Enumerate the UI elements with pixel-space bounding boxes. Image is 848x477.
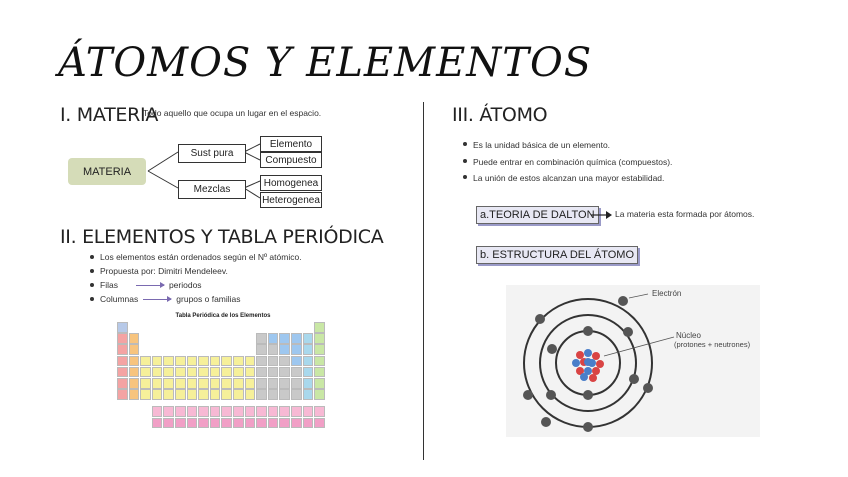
element-cell — [198, 367, 209, 378]
element-cell — [233, 367, 244, 378]
element-cell — [163, 418, 174, 429]
element-cell — [163, 356, 174, 367]
element-cell — [291, 333, 302, 344]
estructura-label: b. ESTRUCTURA DEL ÁTOMO — [476, 246, 638, 264]
element-cell — [233, 406, 244, 417]
element-cell — [256, 378, 267, 389]
element-cell — [210, 418, 221, 429]
element-cell — [140, 367, 151, 378]
element-cell — [256, 389, 267, 400]
element-cell — [198, 389, 209, 400]
element-cell — [233, 378, 244, 389]
element-cell — [129, 389, 140, 400]
nucleo-sub-label: (protones + neutrones) — [674, 340, 751, 349]
nucleo-label: Núcleo — [676, 331, 701, 340]
element-cell — [163, 378, 174, 389]
list-item: Puede entrar en combinación química (compuestos). — [461, 154, 672, 171]
element-cell — [175, 389, 186, 400]
element-cell — [279, 418, 290, 429]
dalton-label: a.TEORIA DE DALTON — [476, 206, 599, 224]
element-cell — [187, 406, 198, 417]
nucleus — [572, 349, 604, 382]
element-cell — [291, 344, 302, 355]
materia-definition: Todo aquello que ocupa un lugar en el espacio. — [143, 108, 322, 118]
element-cell — [129, 333, 140, 344]
element-cell — [140, 378, 151, 389]
element-cell — [303, 389, 314, 400]
element-cell — [175, 406, 186, 417]
element-cell — [175, 378, 186, 389]
element-cell — [245, 367, 256, 378]
element-cell — [187, 418, 198, 429]
atomo-heading: III. ÁTOMO — [452, 104, 548, 126]
element-cell — [221, 389, 232, 400]
element-cell — [117, 333, 128, 344]
element-cell — [129, 378, 140, 389]
element-cell — [129, 344, 140, 355]
element-cell — [198, 418, 209, 429]
filas-value: periodos — [168, 280, 202, 290]
element-cell — [256, 344, 267, 355]
element-cell — [268, 406, 279, 417]
list-item — [88, 292, 302, 306]
materia-root-box: MATERIA — [68, 158, 146, 185]
element-cell — [256, 333, 267, 344]
element-cell — [303, 333, 314, 344]
element-cell — [268, 378, 279, 389]
element-cell — [279, 378, 290, 389]
dalton-text: La materia esta formada por átomos. — [615, 209, 755, 219]
element-cell — [314, 333, 325, 344]
element-cell — [210, 356, 221, 367]
element-cell — [221, 356, 232, 367]
atomo-bullets — [461, 137, 672, 187]
atom-diagram — [506, 285, 760, 437]
element-cell — [198, 378, 209, 389]
mezclas-box: Mezclas — [178, 180, 246, 199]
element-cell — [233, 418, 244, 429]
homogenea-box: Homogenea — [260, 175, 322, 191]
electron-label: Electrón — [652, 289, 682, 298]
element-cell — [221, 406, 232, 417]
heterogenea-box: Heterogenea — [260, 192, 322, 208]
element-cell — [152, 389, 163, 400]
element-cell — [221, 378, 232, 389]
element-cell — [256, 406, 267, 417]
periodic-table-image — [112, 312, 334, 462]
element-cell — [187, 367, 198, 378]
element-cell — [129, 367, 140, 378]
elementos-bullets — [88, 250, 302, 306]
element-cell — [152, 418, 163, 429]
materia-heading: I. MATERIA — [60, 104, 159, 126]
arrow-right-icon — [143, 299, 171, 300]
element-cell — [198, 406, 209, 417]
element-cell — [256, 367, 267, 378]
elemento-box: Elemento — [260, 136, 322, 152]
element-cell — [303, 418, 314, 429]
element-cell — [245, 406, 256, 417]
periodic-table-title: Tabla Periódica de los Elementos — [175, 313, 271, 319]
element-cell — [291, 389, 302, 400]
element-cell — [140, 356, 151, 367]
list-item: Es la unidad básica de un elemento. — [461, 137, 672, 154]
columnas-value: grupos o familias — [176, 294, 241, 304]
sust-pura-box: Sust pura — [178, 144, 246, 163]
element-cell — [268, 333, 279, 344]
filas-label: Filas — [100, 280, 118, 290]
element-cell — [279, 356, 290, 367]
list-item: Los elementos están ordenados según el Nº atómico. — [88, 250, 302, 264]
element-cell — [303, 356, 314, 367]
element-cell — [303, 378, 314, 389]
element-cell — [279, 389, 290, 400]
list-item: La unión de estos alcanzan una mayor estabilidad. — [461, 170, 672, 187]
element-cell — [117, 367, 128, 378]
element-cell — [291, 406, 302, 417]
page-title: ÁTOMOS Y ELEMENTOS — [58, 40, 593, 86]
element-cell — [210, 389, 221, 400]
element-cell — [210, 367, 221, 378]
element-cell — [175, 367, 186, 378]
element-cell — [256, 418, 267, 429]
element-cell — [117, 344, 128, 355]
element-cell — [163, 389, 174, 400]
columnas-label: Columnas — [100, 294, 139, 304]
element-cell — [187, 389, 198, 400]
element-cell — [175, 356, 186, 367]
element-cell — [152, 356, 163, 367]
element-cell — [279, 333, 290, 344]
element-cell — [233, 389, 244, 400]
element-cell — [291, 367, 302, 378]
list-item: Propuesta por: Dimitri Mendeleev. — [88, 264, 302, 278]
element-cell — [268, 356, 279, 367]
element-cell — [152, 378, 163, 389]
list-item — [88, 278, 302, 292]
element-cell — [210, 406, 221, 417]
compuesto-box: Compuesto — [260, 152, 322, 168]
element-cell — [314, 344, 325, 355]
element-cell — [117, 356, 128, 367]
element-cell — [152, 367, 163, 378]
element-cell — [268, 367, 279, 378]
element-cell — [175, 418, 186, 429]
element-cell — [303, 406, 314, 417]
element-cell — [314, 406, 325, 417]
element-cell — [163, 367, 174, 378]
element-cell — [314, 367, 325, 378]
element-cell — [256, 356, 267, 367]
element-cell — [187, 378, 198, 389]
element-cell — [210, 378, 221, 389]
element-cell — [303, 344, 314, 355]
element-cell — [233, 356, 244, 367]
element-cell — [314, 356, 325, 367]
element-cell — [314, 322, 325, 333]
element-cell — [117, 322, 128, 333]
element-cell — [187, 356, 198, 367]
element-cell — [303, 367, 314, 378]
element-cell — [245, 378, 256, 389]
elementos-heading: II. ELEMENTOS Y TABLA PERIÓDICA — [60, 226, 384, 248]
atom-drawing — [506, 285, 760, 437]
element-cell — [117, 378, 128, 389]
element-cell — [152, 406, 163, 417]
element-cell — [245, 418, 256, 429]
arrow-right-icon — [136, 285, 164, 286]
element-cell — [291, 356, 302, 367]
element-cell — [314, 418, 325, 429]
element-cell — [314, 389, 325, 400]
element-cell — [268, 418, 279, 429]
element-cell — [279, 367, 290, 378]
element-cell — [117, 389, 128, 400]
element-cell — [198, 356, 209, 367]
element-cell — [140, 389, 151, 400]
element-cell — [245, 389, 256, 400]
column-divider — [423, 102, 424, 460]
element-cell — [221, 367, 232, 378]
element-cell — [129, 356, 140, 367]
element-cell — [268, 344, 279, 355]
element-cell — [221, 418, 232, 429]
element-cell — [291, 418, 302, 429]
arrow-right-icon — [591, 209, 613, 221]
element-cell — [268, 389, 279, 400]
element-cell — [163, 406, 174, 417]
element-cell — [279, 344, 290, 355]
element-cell — [279, 406, 290, 417]
element-cell — [291, 378, 302, 389]
element-cell — [245, 356, 256, 367]
element-cell — [314, 378, 325, 389]
